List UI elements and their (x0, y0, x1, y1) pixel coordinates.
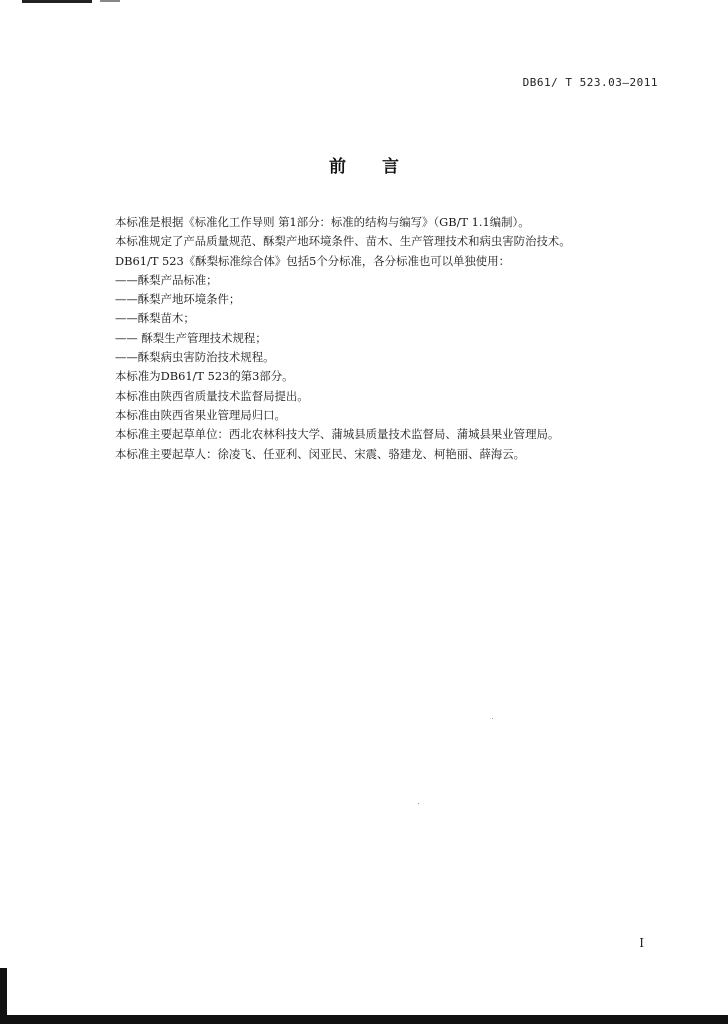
body-line-11: 本标准由陕西省果业管理局归口。 (115, 407, 286, 422)
scan-edge-bottom (0, 1015, 728, 1024)
body-line-13: 本标准主要起草人：徐凌飞、任亚利、闵亚民、宋震、骆建龙、柯艳丽、薛海云。 (115, 446, 526, 461)
body-line-8: ——酥梨病虫害防治技术规程。 (115, 350, 275, 365)
scan-mark-top (22, 0, 92, 3)
body-line-9: 本标准为DB61/T 523的第3部分。 (115, 369, 294, 384)
page-number: I (639, 936, 644, 950)
page-title (0, 152, 728, 177)
scan-mark-top-secondary (100, 0, 120, 2)
page-title-char-1: 前 (329, 157, 346, 177)
document-code: DB61/ T 523.03—2011 (522, 76, 658, 89)
page-title-char-2: 言 (382, 157, 399, 177)
foreword-body (115, 213, 675, 464)
scan-speck (492, 718, 493, 719)
scan-speck (418, 803, 419, 804)
body-line-2: 本标准规定了产品质量规范、酥梨产地环境条件、苗木、生产管理技术和病虫害防治技术。 (115, 234, 571, 249)
body-line-5: ——酥梨产地环境条件； (115, 292, 241, 307)
body-line-1: 本标准是根据《标准化工作导则 第1部分：标准的结构与编写》（GB/T 1.1编制）。 (115, 215, 530, 229)
body-line-12: 本标准主要起草单位：西北农林科技大学、蒲城县质量技术监督局、蒲城县果业管理局。 (115, 427, 560, 442)
body-line-4: ——酥梨产品标准； (115, 272, 218, 287)
body-line-3: DB61/T 523《酥梨标准综合体》包括5个分标准，各分标准也可以单独使用： (115, 253, 510, 268)
body-line-6: ——酥梨苗木； (115, 311, 195, 326)
body-line-7: —— 酥梨生产管理技术规程； (115, 330, 267, 345)
body-line-10: 本标准由陕西省质量技术监督局提出。 (115, 388, 309, 403)
